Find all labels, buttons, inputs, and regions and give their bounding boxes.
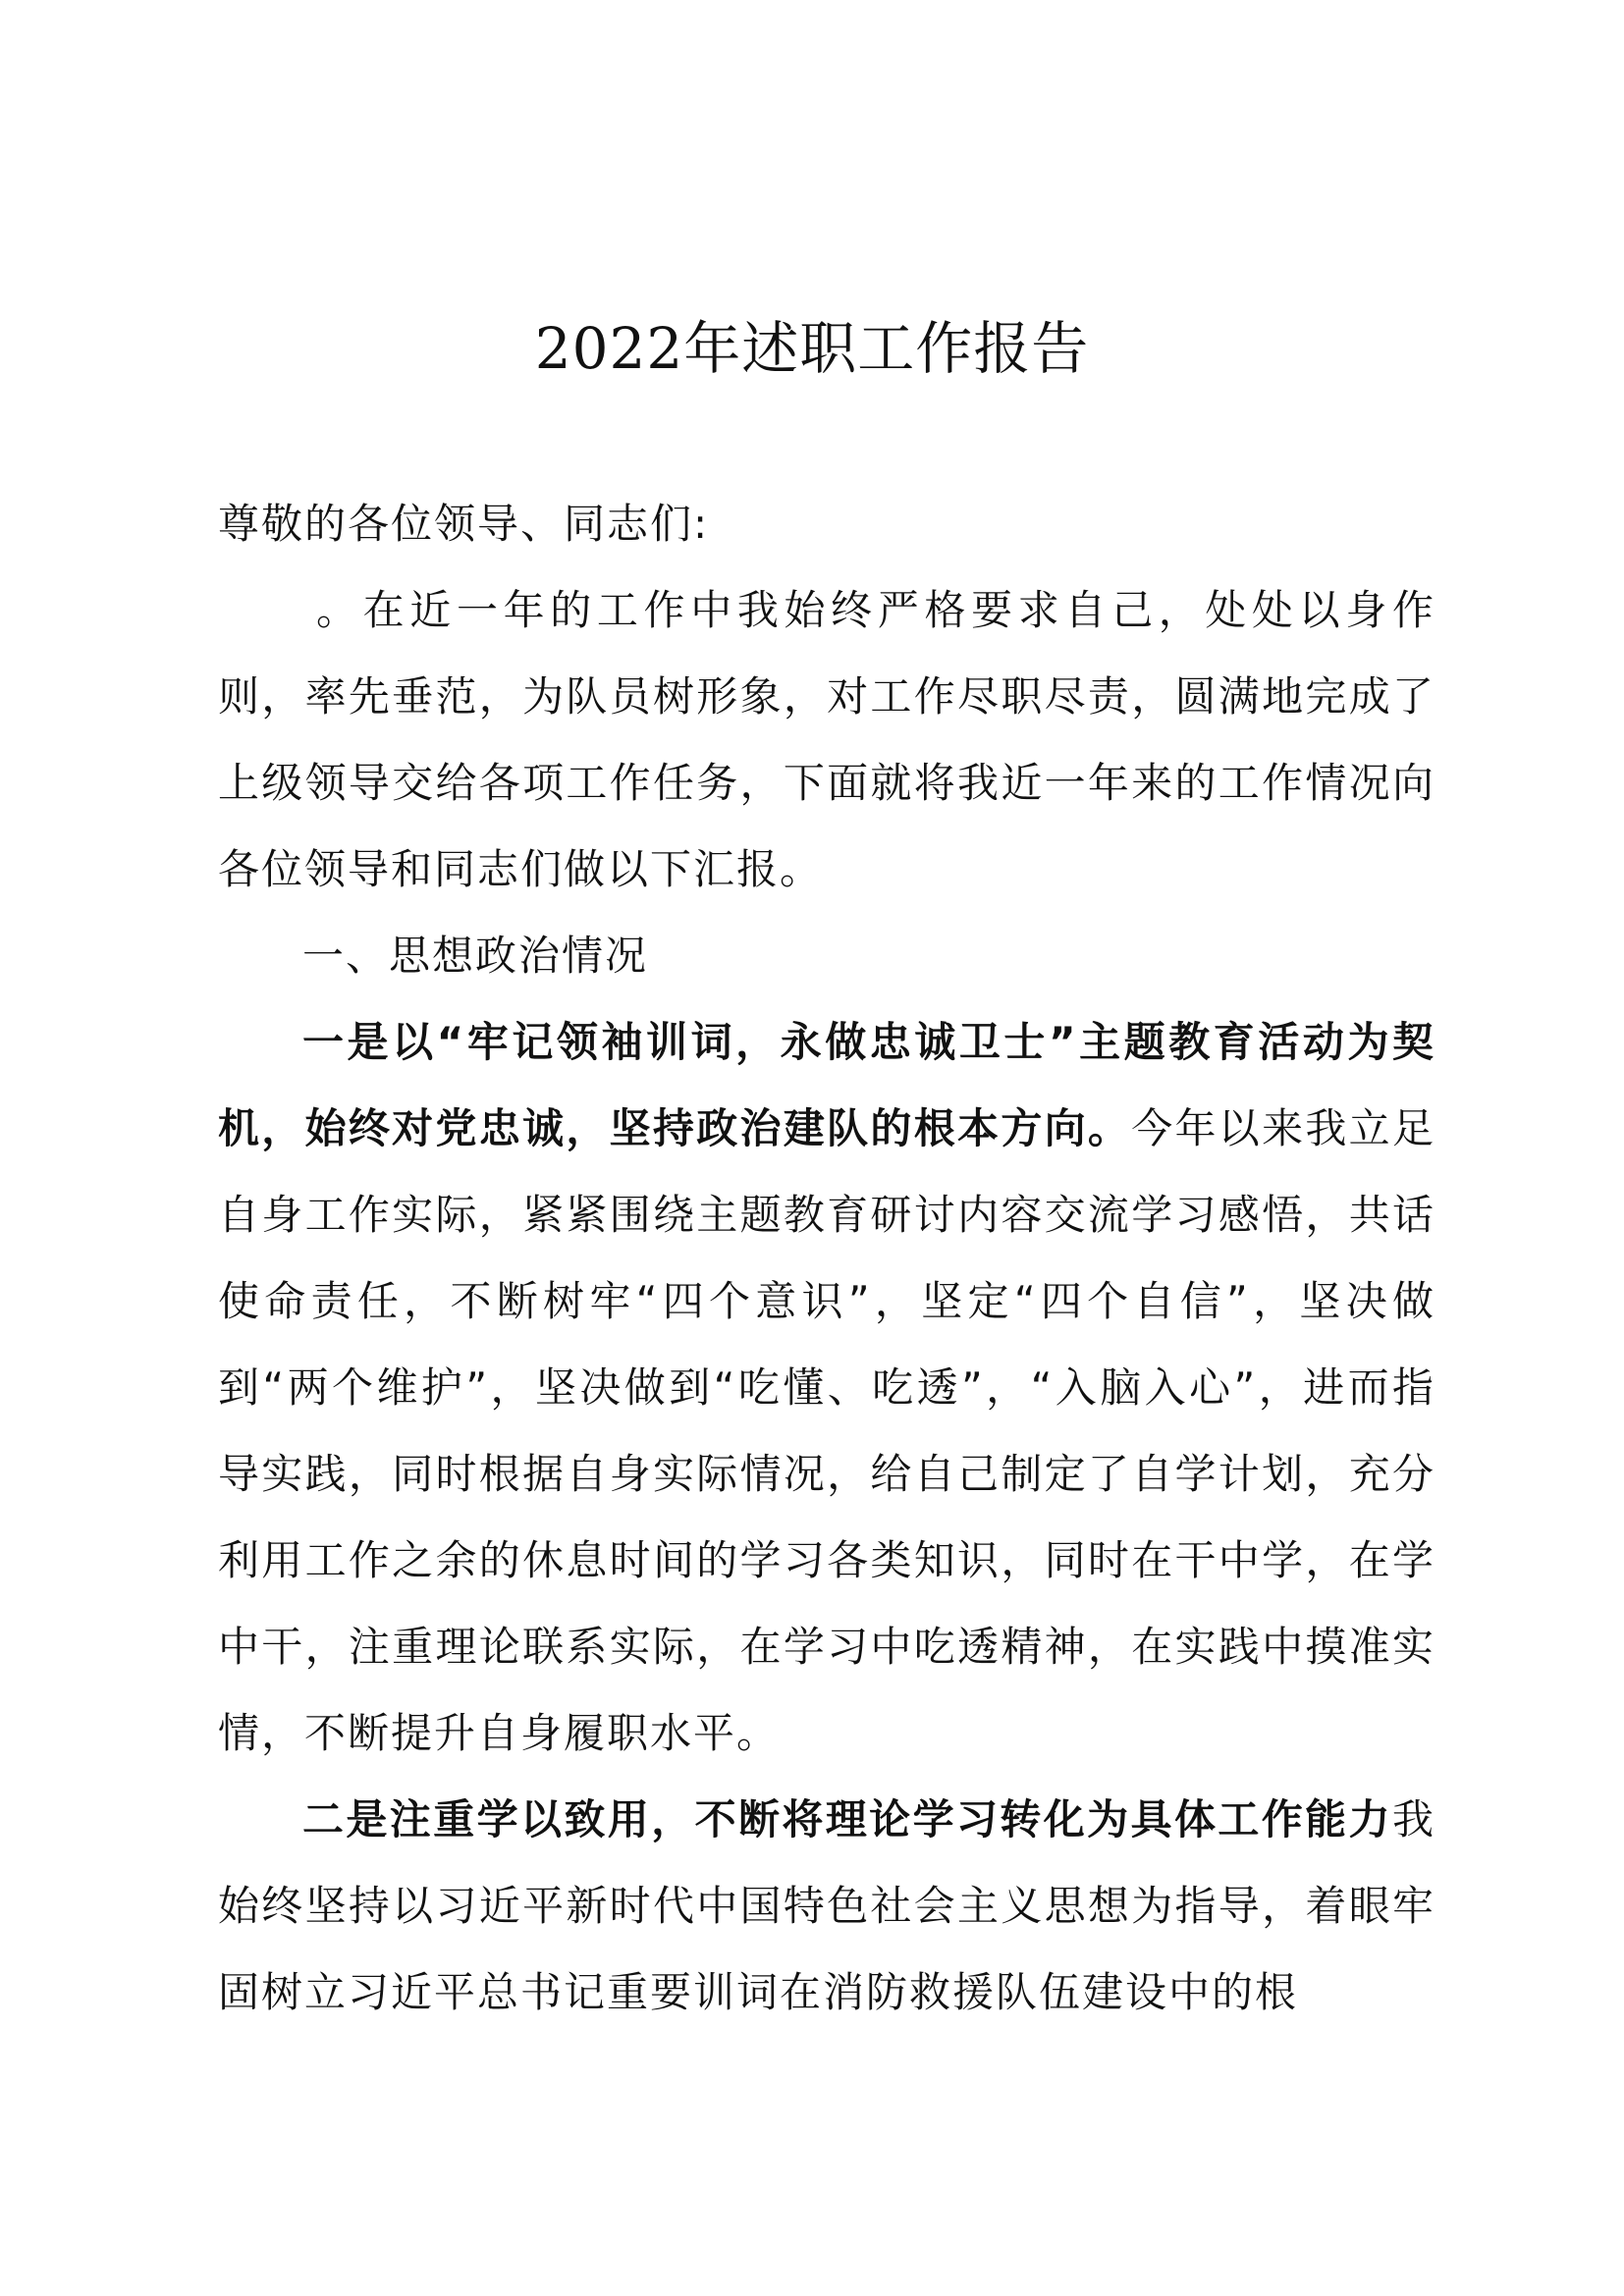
point-two-lead: 二是注重学以致用，不断将理论学习转化为具体工作能力 [302, 1795, 1392, 1843]
point-two-paragraph [218, 1777, 1435, 2036]
salutation: 尊敬的各位领导、同志们: [218, 500, 710, 548]
point-one-paragraph [218, 999, 1435, 1777]
document-title: 2022年述职工作报告 [534, 315, 1090, 382]
point-one-text: 今年以来我立足自身工作实际，紧紧围绕主题教育研讨内容交流学习感悟，共话使命责任，不断树牢“四个意识”，坚定“四个自信”，坚决做到“两个维护”，坚决做到“吃懂、吃透”，“入脑入心”，进而指导实践，同时根据自身实际情况，给自己制定了自学计划，充分利用工作之余的休息时间的学习各类知识，同时在干中学，在学中干，注重理论联系实际，在学习中吃透精神，在实践中摸准实情，不断提升自身履职水平。 [218, 1104, 1435, 1757]
intro-paragraph: 。在近一年的工作中我始终严格要求自己，处处以身作则，率先垂范，为队员树形象，对工作尽职尽责，圆满地完成了上级领导交给各项工作任务，下面就将我近一年来的工作情况向各位领导和同志们做以下汇报。 [218, 586, 1435, 893]
document-body [218, 481, 1435, 2036]
point-two-text: 我始终坚持以习近平新时代中国特色社会主义思想为指导，着眼牢固树立习近平总书记重要训词在消防救援队伍建设中的根 [218, 1795, 1435, 2016]
point-one-lead: 一是以“牢记领袖训词，永做忠诚卫士”主题教育活动为契机，始终对党忠诚，坚持政治建队的根本方向。 [218, 1018, 1435, 1152]
section-heading: 一、思想政治情况 [302, 932, 649, 980]
